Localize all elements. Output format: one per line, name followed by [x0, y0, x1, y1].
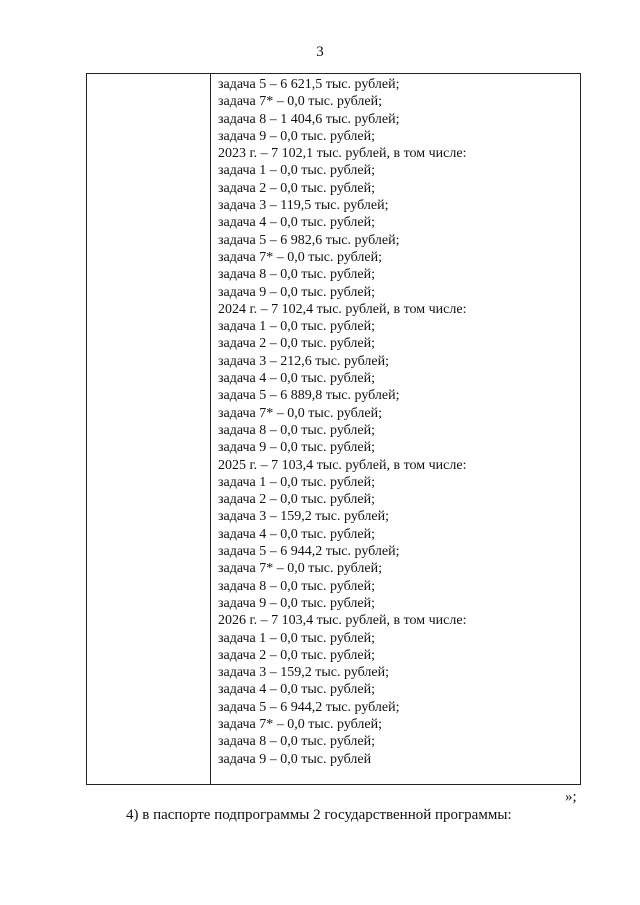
page-number: 3: [316, 44, 324, 60]
funding-line: задача 7* – 0,0 тыс. рублей;: [218, 94, 383, 110]
funding-line: задача 2 – 0,0 тыс. рублей;: [218, 180, 376, 196]
funding-line: задача 8 – 0,0 тыс. рублей;: [218, 578, 376, 594]
funding-line: задача 1 – 0,0 тыс. рублей;: [218, 474, 376, 490]
funding-line: задача 1 – 0,0 тыс. рублей;: [218, 163, 376, 179]
funding-line: задача 5 – 6 944,2 тыс. рублей;: [218, 699, 400, 715]
funding-line: задача 4 – 0,0 тыс. рублей;: [218, 526, 376, 542]
funding-line: задача 3 – 212,6 тыс. рублей;: [218, 353, 390, 369]
funding-line: 2023 г. – 7 102,1 тыс. рублей, в том числе:: [218, 146, 467, 162]
funding-line: задача 9 – 0,0 тыс. рублей;: [218, 284, 376, 300]
funding-line: задача 9 – 0,0 тыс. рублей: [218, 751, 372, 767]
funding-line: задача 7* – 0,0 тыс. рублей;: [218, 561, 383, 577]
funding-line: задача 5 – 6 621,5 тыс. рублей;: [218, 77, 400, 92]
funding-line: задача 3 – 119,5 тыс. рублей;: [218, 198, 389, 214]
funding-line: задача 2 – 0,0 тыс. рублей;: [218, 647, 376, 663]
closing-quote-mark: »;: [565, 789, 577, 805]
column-divider: [210, 74, 211, 784]
funding-table: [86, 73, 581, 785]
funding-line: задача 7* – 0,0 тыс. рублей;: [218, 716, 383, 732]
funding-line: задача 8 – 0,0 тыс. рублей;: [218, 422, 376, 438]
funding-line: задача 5 – 6 982,6 тыс. рублей;: [218, 232, 400, 248]
funding-line: задача 2 – 0,0 тыс. рублей;: [218, 492, 376, 508]
funding-line: задача 4 – 0,0 тыс. рублей;: [218, 371, 376, 387]
next-section-heading: 4) в паспорте подпрограммы 2 государственной программы:: [126, 807, 512, 823]
funding-line: 2026 г. – 7 103,4 тыс. рублей, в том числе:: [218, 613, 467, 629]
funding-line: задача 1 – 0,0 тыс. рублей;: [218, 319, 376, 335]
funding-line: задача 4 – 0,0 тыс. рублей;: [218, 215, 376, 231]
funding-line: задача 7* – 0,0 тыс. рублей;: [218, 405, 383, 421]
funding-line: задача 3 – 159,2 тыс. рублей;: [218, 509, 390, 525]
funding-line: задача 3 – 159,2 тыс. рублей;: [218, 665, 390, 681]
funding-line: задача 2 – 0,0 тыс. рублей;: [218, 336, 376, 352]
funding-line: задача 8 – 1 404,6 тыс. рублей;: [218, 111, 400, 127]
funding-line: задача 5 – 6 944,2 тыс. рублей;: [218, 544, 400, 560]
funding-line: задача 8 – 0,0 тыс. рублей;: [218, 267, 376, 283]
funding-line: задача 4 – 0,0 тыс. рублей;: [218, 682, 376, 698]
funding-line: задача 1 – 0,0 тыс. рублей;: [218, 630, 376, 646]
funding-line: задача 5 – 6 889,8 тыс. рублей;: [218, 388, 400, 404]
funding-lines-list: [218, 76, 466, 768]
funding-line: задача 9 – 0,0 тыс. рублей;: [218, 128, 376, 144]
funding-line: задача 8 – 0,0 тыс. рублей;: [218, 734, 376, 750]
funding-line: задача 9 – 0,0 тыс. рублей;: [218, 595, 376, 611]
funding-line: задача 7* – 0,0 тыс. рублей;: [218, 249, 383, 265]
funding-line: 2024 г. – 7 102,4 тыс. рублей, в том числе:: [218, 301, 467, 317]
funding-line: 2025 г. – 7 103,4 тыс. рублей, в том числе:: [218, 457, 467, 473]
funding-line: задача 9 – 0,0 тыс. рублей;: [218, 440, 376, 456]
